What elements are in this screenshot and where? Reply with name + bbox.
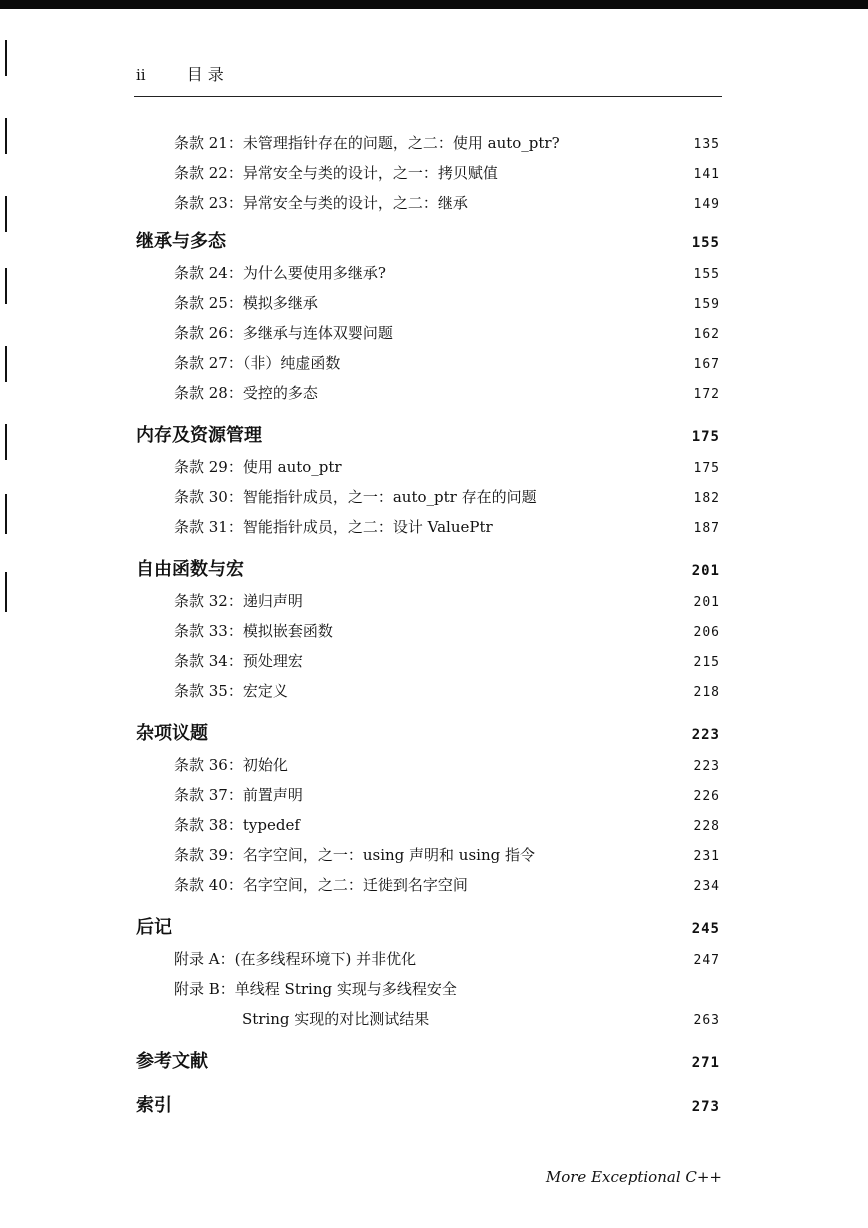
toc-page-number: 172	[693, 387, 720, 402]
toc-item[interactable]	[136, 482, 720, 512]
toc-page-number: 263	[693, 1013, 720, 1028]
toc-item[interactable]	[136, 586, 720, 616]
header-title: 目 录	[186, 65, 224, 84]
toc-page-number: 201	[691, 563, 720, 579]
toc-section[interactable]	[136, 1090, 720, 1122]
toc-page-number: 135	[693, 137, 720, 152]
toc-entry-label: 杂项议题	[136, 723, 208, 744]
toc-item[interactable]	[136, 780, 720, 810]
toc-item[interactable]	[136, 616, 720, 646]
toc-entry-label: 条款 34：预处理宏	[174, 652, 303, 670]
toc-item[interactable]	[136, 944, 720, 974]
toc-page-number: 175	[693, 461, 720, 476]
margin-mark	[5, 424, 7, 460]
toc-page-number: 162	[693, 327, 720, 342]
toc-item[interactable]	[136, 158, 720, 188]
toc-page-number: 201	[693, 595, 720, 610]
toc-page-number: 149	[693, 197, 720, 212]
toc-page-number: 223	[693, 759, 720, 774]
toc-section[interactable]	[136, 554, 720, 586]
margin-mark	[5, 346, 7, 382]
toc-page-number: 175	[691, 429, 720, 445]
toc-entry-label: 后记	[136, 917, 172, 938]
toc-page-number: 226	[693, 789, 720, 804]
toc-entry-label: 附录 B：单线程 String 实现与多线程安全	[174, 980, 457, 998]
toc-entry-label: 内存及资源管理	[136, 425, 262, 446]
toc-page-number: 159	[693, 297, 720, 312]
toc-page-number: 223	[691, 727, 720, 743]
toc-page-number: 206	[693, 625, 720, 640]
toc-page-number: 155	[691, 235, 720, 251]
scan-top-border	[0, 0, 868, 9]
toc-entry-label: 条款 26：多继承与连体双婴问题	[174, 324, 393, 342]
toc-entry-label: 条款 28：受控的多态	[174, 384, 318, 402]
toc-page-number: 228	[693, 819, 720, 834]
toc-entry-label: 参考文献	[136, 1051, 208, 1072]
toc-entry-label: 条款 37：前置声明	[174, 786, 303, 804]
toc-item-continuation[interactable]	[136, 1004, 720, 1034]
toc-entry-label: 条款 29：使用 auto_ptr	[174, 458, 342, 476]
toc-item[interactable]	[136, 188, 720, 218]
toc-entry-label: 条款 31：智能指针成员，之二：设计 ValuePtr	[174, 518, 493, 536]
toc-page-number: 247	[693, 953, 720, 968]
toc-entry-label: 附录 A：(在多线程环境下) 并非优化	[174, 950, 417, 968]
header-rule	[134, 96, 722, 97]
toc-entry-label: 条款 21：未管理指针存在的问题，之二：使用 auto_ptr?	[174, 134, 560, 152]
toc-section[interactable]	[136, 718, 720, 750]
toc-page-number: 234	[693, 879, 720, 894]
toc-item[interactable]	[136, 288, 720, 318]
footer-book-title: More Exceptional C++	[545, 1168, 722, 1186]
toc-page-number: 215	[693, 655, 720, 670]
margin-mark	[5, 40, 7, 76]
toc-page-number: 273	[691, 1099, 720, 1115]
toc-entry-label: 条款 25：模拟多继承	[174, 294, 318, 312]
toc-page-number: 141	[693, 167, 720, 182]
toc-entry-label: String 实现的对比测试结果	[242, 1010, 430, 1028]
toc-item[interactable]	[136, 646, 720, 676]
header-page-number: ii	[136, 66, 146, 84]
toc-entry-label: 条款 40：名字空间，之二：迁徙到名字空间	[174, 876, 468, 894]
running-head	[136, 62, 224, 85]
toc-item[interactable]	[136, 750, 720, 780]
toc-item[interactable]	[136, 452, 720, 482]
toc-entry-label: 条款 36：初始化	[174, 756, 288, 774]
toc-entry-label: 条款 23：异常安全与类的设计，之二：继承	[174, 194, 468, 212]
margin-mark	[5, 196, 7, 232]
toc-item[interactable]	[136, 258, 720, 288]
toc-entry-label: 条款 35：宏定义	[174, 682, 288, 700]
toc-item[interactable]	[136, 318, 720, 348]
toc-item[interactable]	[136, 810, 720, 840]
toc-item[interactable]	[136, 128, 720, 158]
toc-section[interactable]	[136, 912, 720, 944]
toc-section[interactable]	[136, 1046, 720, 1078]
toc-entry-label: 条款 32：递归声明	[174, 592, 303, 610]
toc-page-number: 182	[693, 491, 720, 506]
toc-entry-label: 条款 33：模拟嵌套函数	[174, 622, 333, 640]
margin-mark	[5, 572, 7, 612]
toc-item[interactable]	[136, 840, 720, 870]
toc-item[interactable]	[136, 512, 720, 542]
toc-page-number: 231	[693, 849, 720, 864]
toc-item[interactable]	[136, 676, 720, 706]
margin-mark	[5, 268, 7, 304]
toc-entry-label: 条款 30：智能指针成员，之一：auto_ptr 存在的问题	[174, 488, 537, 506]
toc-entry-label: 条款 22：异常安全与类的设计，之一：拷贝赋值	[174, 164, 498, 182]
toc-page-number: 245	[691, 921, 720, 937]
toc-section[interactable]	[136, 226, 720, 258]
toc-entry-label: 条款 38：typedef	[174, 816, 300, 834]
toc-item[interactable]	[136, 378, 720, 408]
toc-section[interactable]	[136, 420, 720, 452]
margin-mark	[5, 118, 7, 154]
toc-entry-label: 条款 39：名字空间，之一：using 声明和 using 指令	[174, 846, 535, 864]
toc-entry-label: 条款 27：（非）纯虚函数	[174, 354, 341, 372]
toc-page-number: 155	[693, 267, 720, 282]
toc-page-number: 271	[691, 1055, 720, 1071]
toc-page-number: 187	[693, 521, 720, 536]
toc-entry-label: 索引	[136, 1095, 172, 1116]
toc-entry-label: 条款 24：为什么要使用多继承?	[174, 264, 386, 282]
toc-page-number: 167	[693, 357, 720, 372]
table-of-contents	[136, 128, 720, 1122]
toc-item[interactable]	[136, 870, 720, 900]
toc-page-number: 218	[693, 685, 720, 700]
toc-item[interactable]	[136, 348, 720, 378]
toc-entry-label: 自由函数与宏	[136, 559, 244, 580]
margin-mark	[5, 494, 7, 534]
toc-item[interactable]	[136, 974, 720, 1004]
toc-entry-label: 继承与多态	[136, 231, 226, 252]
